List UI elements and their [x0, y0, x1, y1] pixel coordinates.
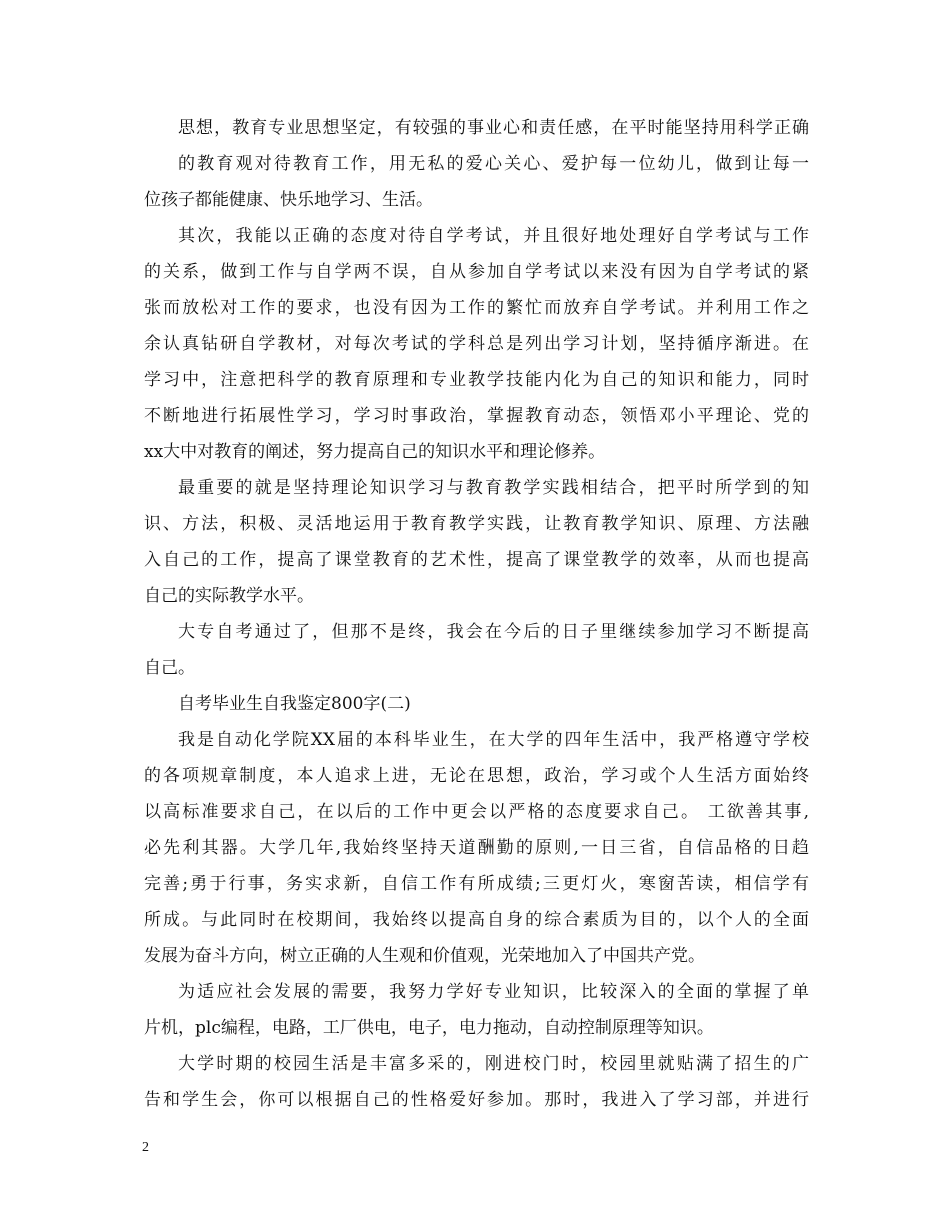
text-line: 不断地进行拓展性学习，学习时事政治，掌握教育动态，领悟邓小平理论、党的	[144, 406, 809, 426]
text-line: 发展为奋斗方向，树立正确的人生观和价值观，光荣地加入了中国共产党。	[144, 946, 705, 966]
text-line: 最重要的就是坚持理论知识学习与教育教学实践相结合，把平时所学到的知	[178, 478, 809, 498]
text-line: 的各项规章制度，本人追求上进，无论在思想，政治，学习或个人生活方面始终	[144, 766, 809, 786]
text-line: 自己的实际教学水平。	[144, 586, 314, 606]
text-line: 大专自考通过了，但那不是终，我会在今后的日子里继续参加学习不断提高	[178, 622, 809, 642]
text-line: 余认真钻研自学教材，对每次考试的学科总是列出学习计划，坚持循序渐进。在	[144, 334, 809, 354]
text-line: 张而放松对工作的要求，也没有因为工作的繁忙而放弃自学考试。并利用工作之	[144, 298, 809, 318]
text-line: 位孩子都能健康、快乐地学习、生活。	[144, 190, 433, 210]
text-line: 必先利其器。大学几年,我始终坚持天道酬勤的原则,一日三省，自信品格的日趋	[144, 838, 809, 858]
text-line: 告和学生会，你可以根据自己的性格爱好参加。那时，我进入了学习部，并进行	[144, 1090, 809, 1110]
text-line: 我是自动化学院XX届的本科毕业生，在大学的四年生活中，我严格遵守学校	[178, 730, 809, 750]
text-line: 完善;勇于行事，务实求新，自信工作有所成绩;三更灯火，寒窗苦读，相信学有	[144, 874, 809, 894]
text-line: 识、方法，积极、灵活地运用于教育教学实践，让教育教学知识、原理、方法融	[144, 514, 809, 534]
text-line: 入自己的工作，提高了课堂教育的艺术性，提高了课堂教学的效率，从而也提高	[144, 550, 809, 570]
section-heading: 自考毕业生自我鉴定800字(二)	[178, 694, 411, 714]
text-line: 大学时期的校园生活是丰富多采的，刚进校门时，校园里就贴满了招生的广	[178, 1054, 809, 1074]
text-line: xx大中对教育的阐述，努力提高自己的知识水平和理论修养。	[144, 442, 606, 462]
text-line: 自己。	[144, 658, 195, 678]
text-line: 以高标准要求自己，在以后的工作中更会以严格的态度要求自己。 工欲善其事,	[144, 802, 809, 822]
text-line: 为适应社会发展的需要，我努力学好专业知识，比较深入的全面的掌握了单	[178, 982, 809, 1002]
text-line: 的关系，做到工作与自学两不误，自从参加自学考试以来没有因为自学考试的紧	[144, 262, 809, 282]
text-line: 所成。与此同时在校期间，我始终以提高自身的综合素质为目的，以个人的全面	[144, 910, 809, 930]
text-line: 其次，我能以正确的态度对待自学考试，并且很好地处理好自学考试与工作	[178, 226, 809, 246]
text-line: 思想，教育专业思想坚定，有较强的事业心和责任感，在平时能坚持用科学正确	[178, 118, 809, 138]
page-number: 2	[142, 1140, 149, 1155]
text-line: 学习中，注意把科学的教育原理和专业教学技能内化为自己的知识和能力，同时	[144, 370, 809, 390]
text-line: 的教育观对待教育工作，用无私的爱心关心、爱护每一位幼儿，做到让每一	[178, 154, 809, 174]
text-line: 片机，plc编程，电路，工厂供电，电子，电力拖动，自动控制原理等知识。	[144, 1018, 714, 1038]
